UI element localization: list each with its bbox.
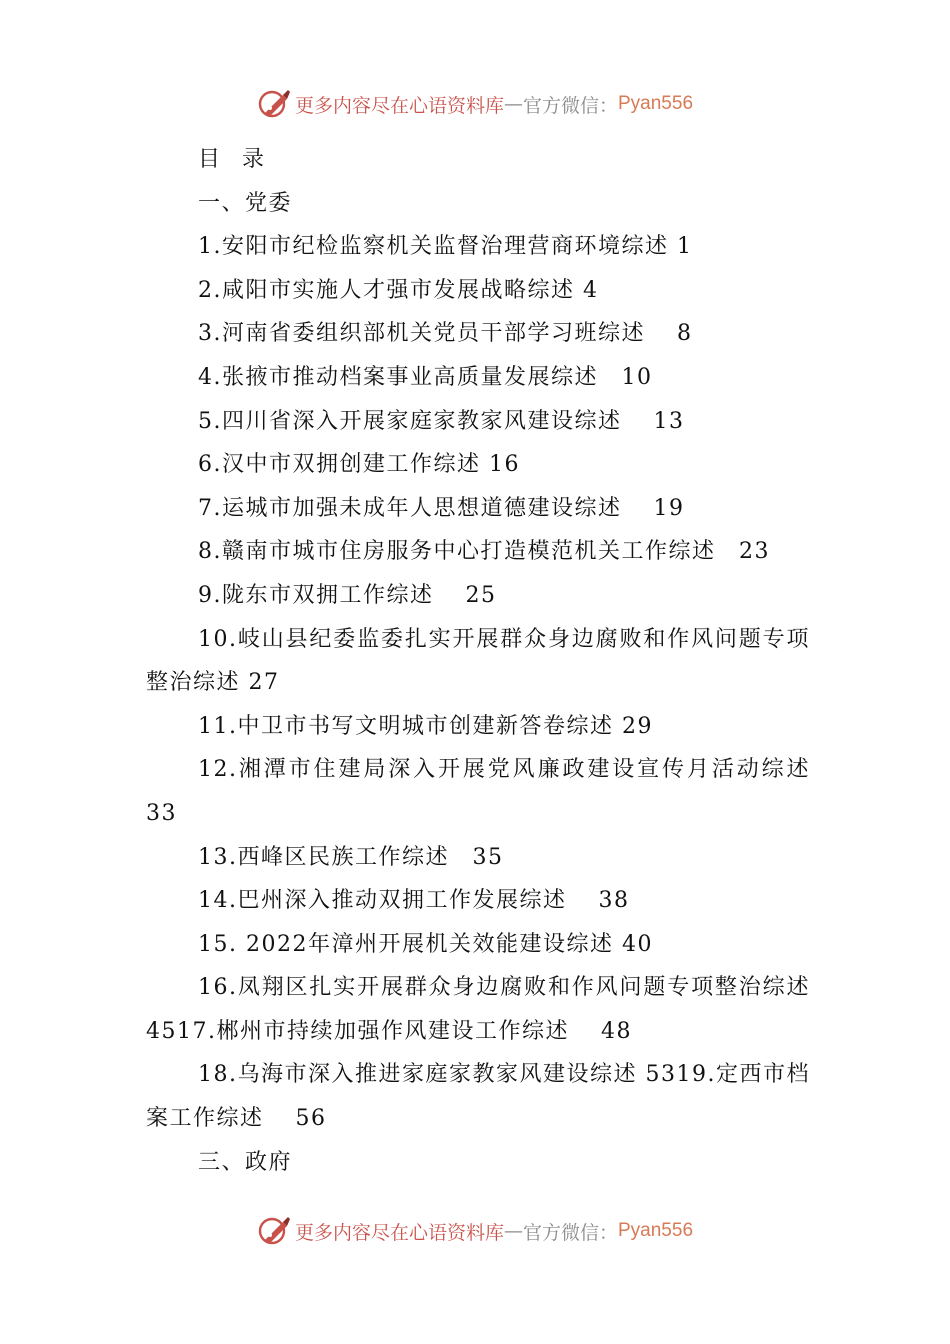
toc-section-heading: 三、政府 [198, 1149, 293, 1175]
watermark-dash: — [503, 1220, 523, 1242]
toc-entry: 7.运城市加强未成年人思想道德建设综述 19 [198, 495, 685, 521]
watermark-wechat-id: Pyan556 [618, 93, 694, 114]
toc-entry: 11.中卫市书写文明城市创建新答卷综述 29 [198, 713, 653, 739]
watermark-main-text: 更多内容尽在心语资料库 [294, 94, 504, 117]
pen-nib-icon [257, 1214, 291, 1248]
toc-entry: 9.陇东市双拥工作综述 25 [198, 582, 497, 608]
toc-entry: 16.凤翔区扎实开展群众身边腐败和作风问题专项整治综述 4517.郴州市持续加强作风建设工作综述 48 [146, 975, 834, 1044]
watermark-dash: — [503, 93, 523, 115]
watermark-wechat-id: Pyan556 [618, 1220, 694, 1241]
toc-entry: 5.四川省深入开展家庭家教家风建设综述 13 [198, 408, 685, 434]
toc-entry: 8.赣南市城市住房服务中心打造模范机关工作综述 23 [198, 539, 770, 565]
table-of-contents [146, 138, 834, 1184]
toc-entry: 1.安阳市纪检监察机关监督治理营商环境综述 1 [198, 234, 693, 260]
toc-title: 目录 [198, 147, 287, 172]
toc-entry: 4.张掖市推动档案事业高质量发展综述 10 [198, 364, 653, 390]
toc-entry: 14.巴州深入推动双拥工作发展综述 38 [198, 888, 630, 914]
pen-nib-icon [257, 87, 291, 121]
watermark-wechat-label: 官方微信： [522, 1221, 618, 1244]
toc-entry: 18.乌海市深入推进家庭家教家风建设综述 5319.定西市档案工作综述 56 [146, 1062, 810, 1132]
toc-section-heading: 一、党委 [198, 190, 293, 216]
watermark-header [0, 84, 950, 124]
watermark-main-text: 更多内容尽在心语资料库 [294, 1221, 504, 1244]
toc-entry: 6.汉中市双拥创建工作综述 16 [198, 452, 520, 478]
toc-entry: 13.西峰区民族工作综述 35 [198, 844, 504, 870]
toc-entry: 3.河南省委组织部机关党员干部学习班综述 8 [198, 321, 693, 347]
watermark-footer [0, 1211, 950, 1251]
watermark-wechat-label: 官方微信： [522, 94, 618, 117]
toc-entry: 15. 2022年漳州开展机关效能建设综述 40 [198, 931, 653, 957]
toc-entry: 12.湘潭市住建局深入开展党风廉政建设宣传月活动综述 33 [146, 757, 810, 826]
toc-entry: 2.咸阳市实施人才强市发展战略综述 4 [198, 277, 599, 303]
toc-entry: 10.岐山县纪委监委扎实开展群众身边腐败和作风问题专项整治综述 27 [146, 626, 810, 696]
